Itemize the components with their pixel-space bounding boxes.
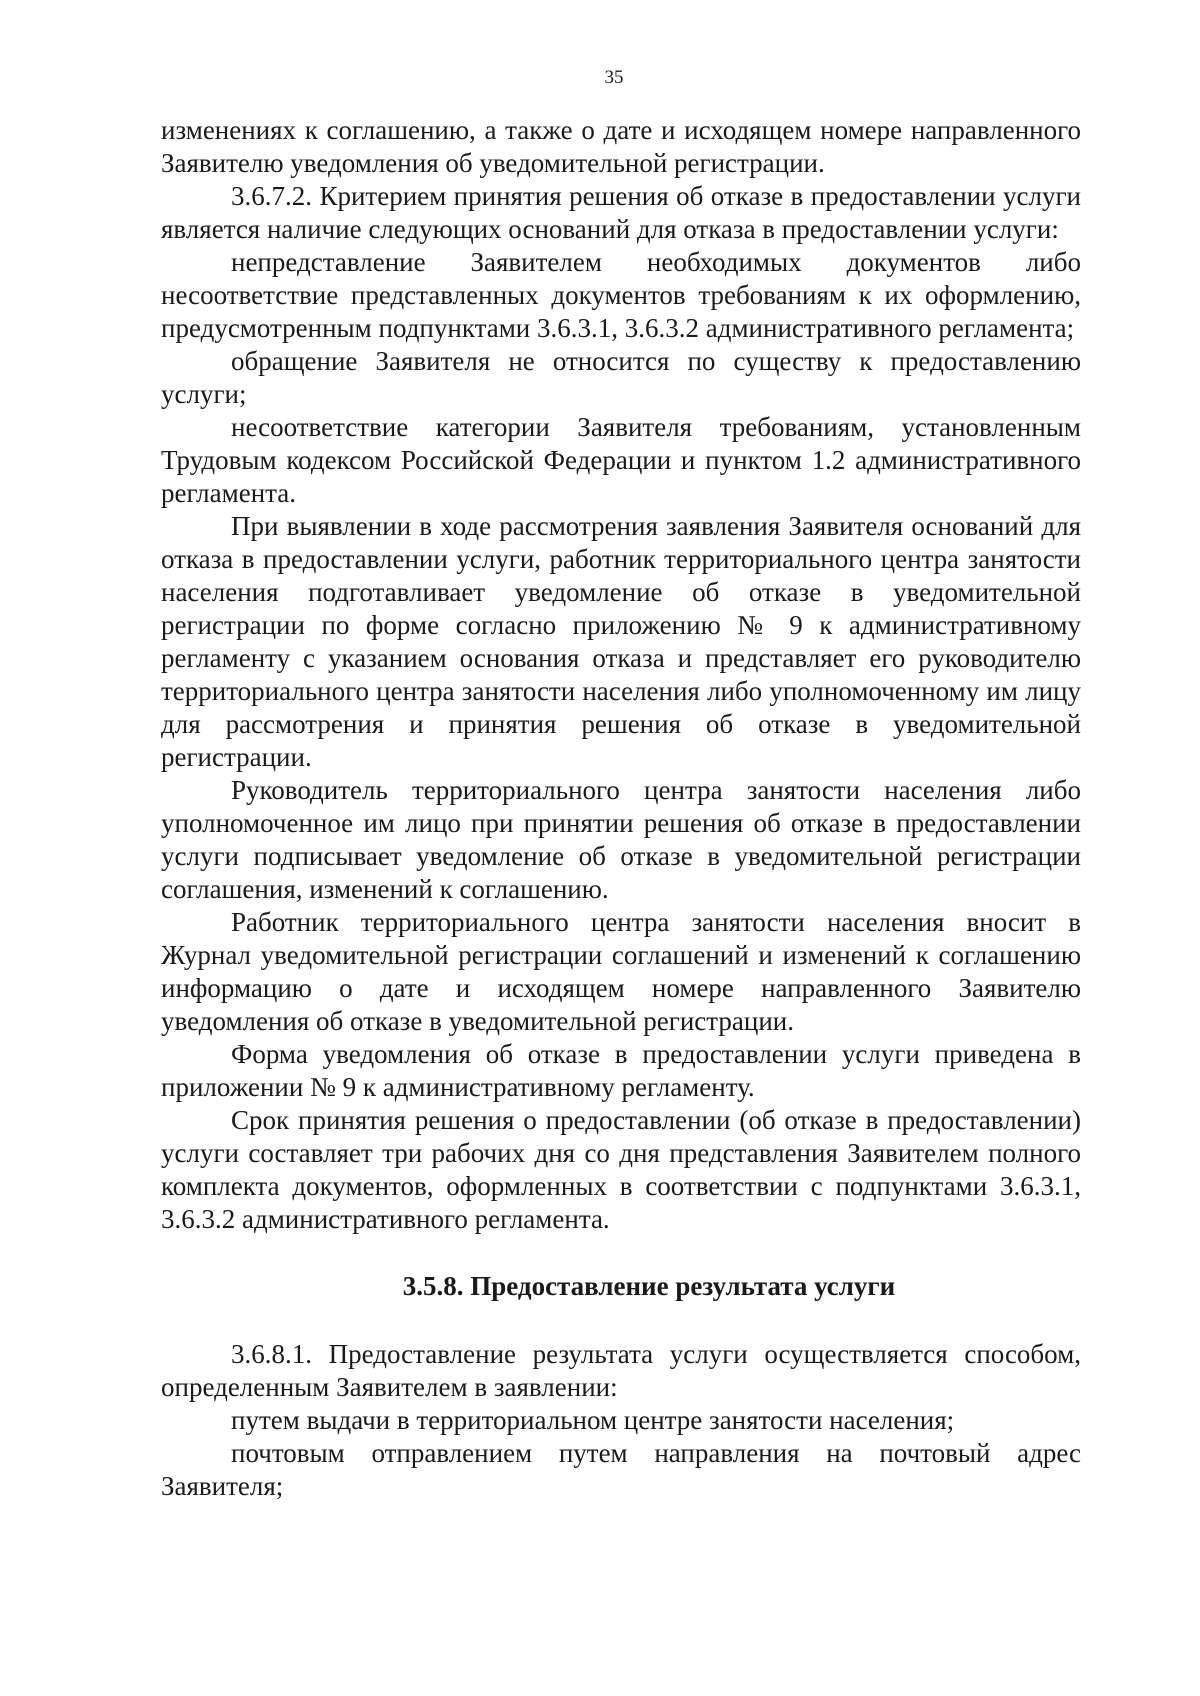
paragraph-continuation: изменениях к соглашению, а также о дате и исходящем номере направленного Заявителю уведомления об уведомительной регистрации. xyxy=(161,115,1081,178)
paragraph-ground-not-relevant: обращение Заявителя не относится по существу к предоставлению услуги; xyxy=(161,346,1081,409)
paragraph-ground-category-mismatch: несоответствие категории Заявителя требованиям, установленным Трудовым кодексом Российской Федерации и пунктом 1.2 административного регламента. xyxy=(161,412,1081,508)
paragraph-ground-missing-documents: непредставление Заявителем необходимых документов либо несоответствие представленных документов требованиям к их оформлению, предусмотренным подпунктами 3.6.3.1, 3.6.3.2 административного регламента; xyxy=(161,247,1081,343)
page-number: 35 xyxy=(604,67,624,88)
section-heading: 3.5.8. Предоставление результата услуги xyxy=(402,1271,896,1301)
paragraph-journal-entry: Работник территориального центра занятости населения вносит в Журнал уведомительной регистрации соглашений и изменений к соглашению информацию о дате и исходящем номере направленного Заявителю уведомления об отказе в уведомительной регистрации. xyxy=(161,907,1081,1036)
document-body xyxy=(161,114,1081,1503)
paragraph-decision-deadline: Срок принятия решения о предоставлении (об отказе в предоставлении) услуги составляет три рабочих дня со дня представления Заявителем полного комплекта документов, оформленных в соответствии с подпунктами 3.6.3.1, 3.6.3.2 административного регламента. xyxy=(161,1105,1081,1234)
paragraph-delivery-by-mail: почтовым отправлением путем направления на почтовый адрес Заявителя; xyxy=(161,1438,1081,1501)
paragraph-refusal-criterion: 3.6.7.2. Критерием принятия решения об отказе в предоставлении услуги является наличие следующих оснований для отказа в предоставлении услуги: xyxy=(161,181,1081,244)
paragraph-refusal-preparation: При выявлении в ходе рассмотрения заявления Заявителя оснований для отказа в предоставлении услуги, работник территориального центра занятости населения подготавливает уведомление об отказе в уведомительной регистрации по форме согласно приложению № 9 к административному регламенту с указанием основания отказа и представляет его руководителю территориального центра занятости населения либо уполномоченному им лицу для рассмотрения и принятия решения об отказе в уведомительной регистрации. xyxy=(161,511,1081,772)
paragraph-refusal-signing: Руководитель территориального центра занятости населения либо уполномоченное им лицо при принятии решения об отказе в предоставлении услуги подписывает уведомление об отказе в уведомительной регистрации соглашения, изменений к соглашению. xyxy=(161,775,1081,904)
paragraph-refusal-form: Форма уведомления об отказе в предоставлении услуги приведена в приложении № 9 к административному регламенту. xyxy=(161,1039,1081,1102)
paragraph-result-delivery: 3.6.8.1. Предоставление результата услуги осуществляется способом, определенным Заявителем в заявлении: xyxy=(161,1339,1081,1402)
paragraph-delivery-in-person: путем выдачи в территориальном центре занятости населения; xyxy=(231,1405,955,1435)
